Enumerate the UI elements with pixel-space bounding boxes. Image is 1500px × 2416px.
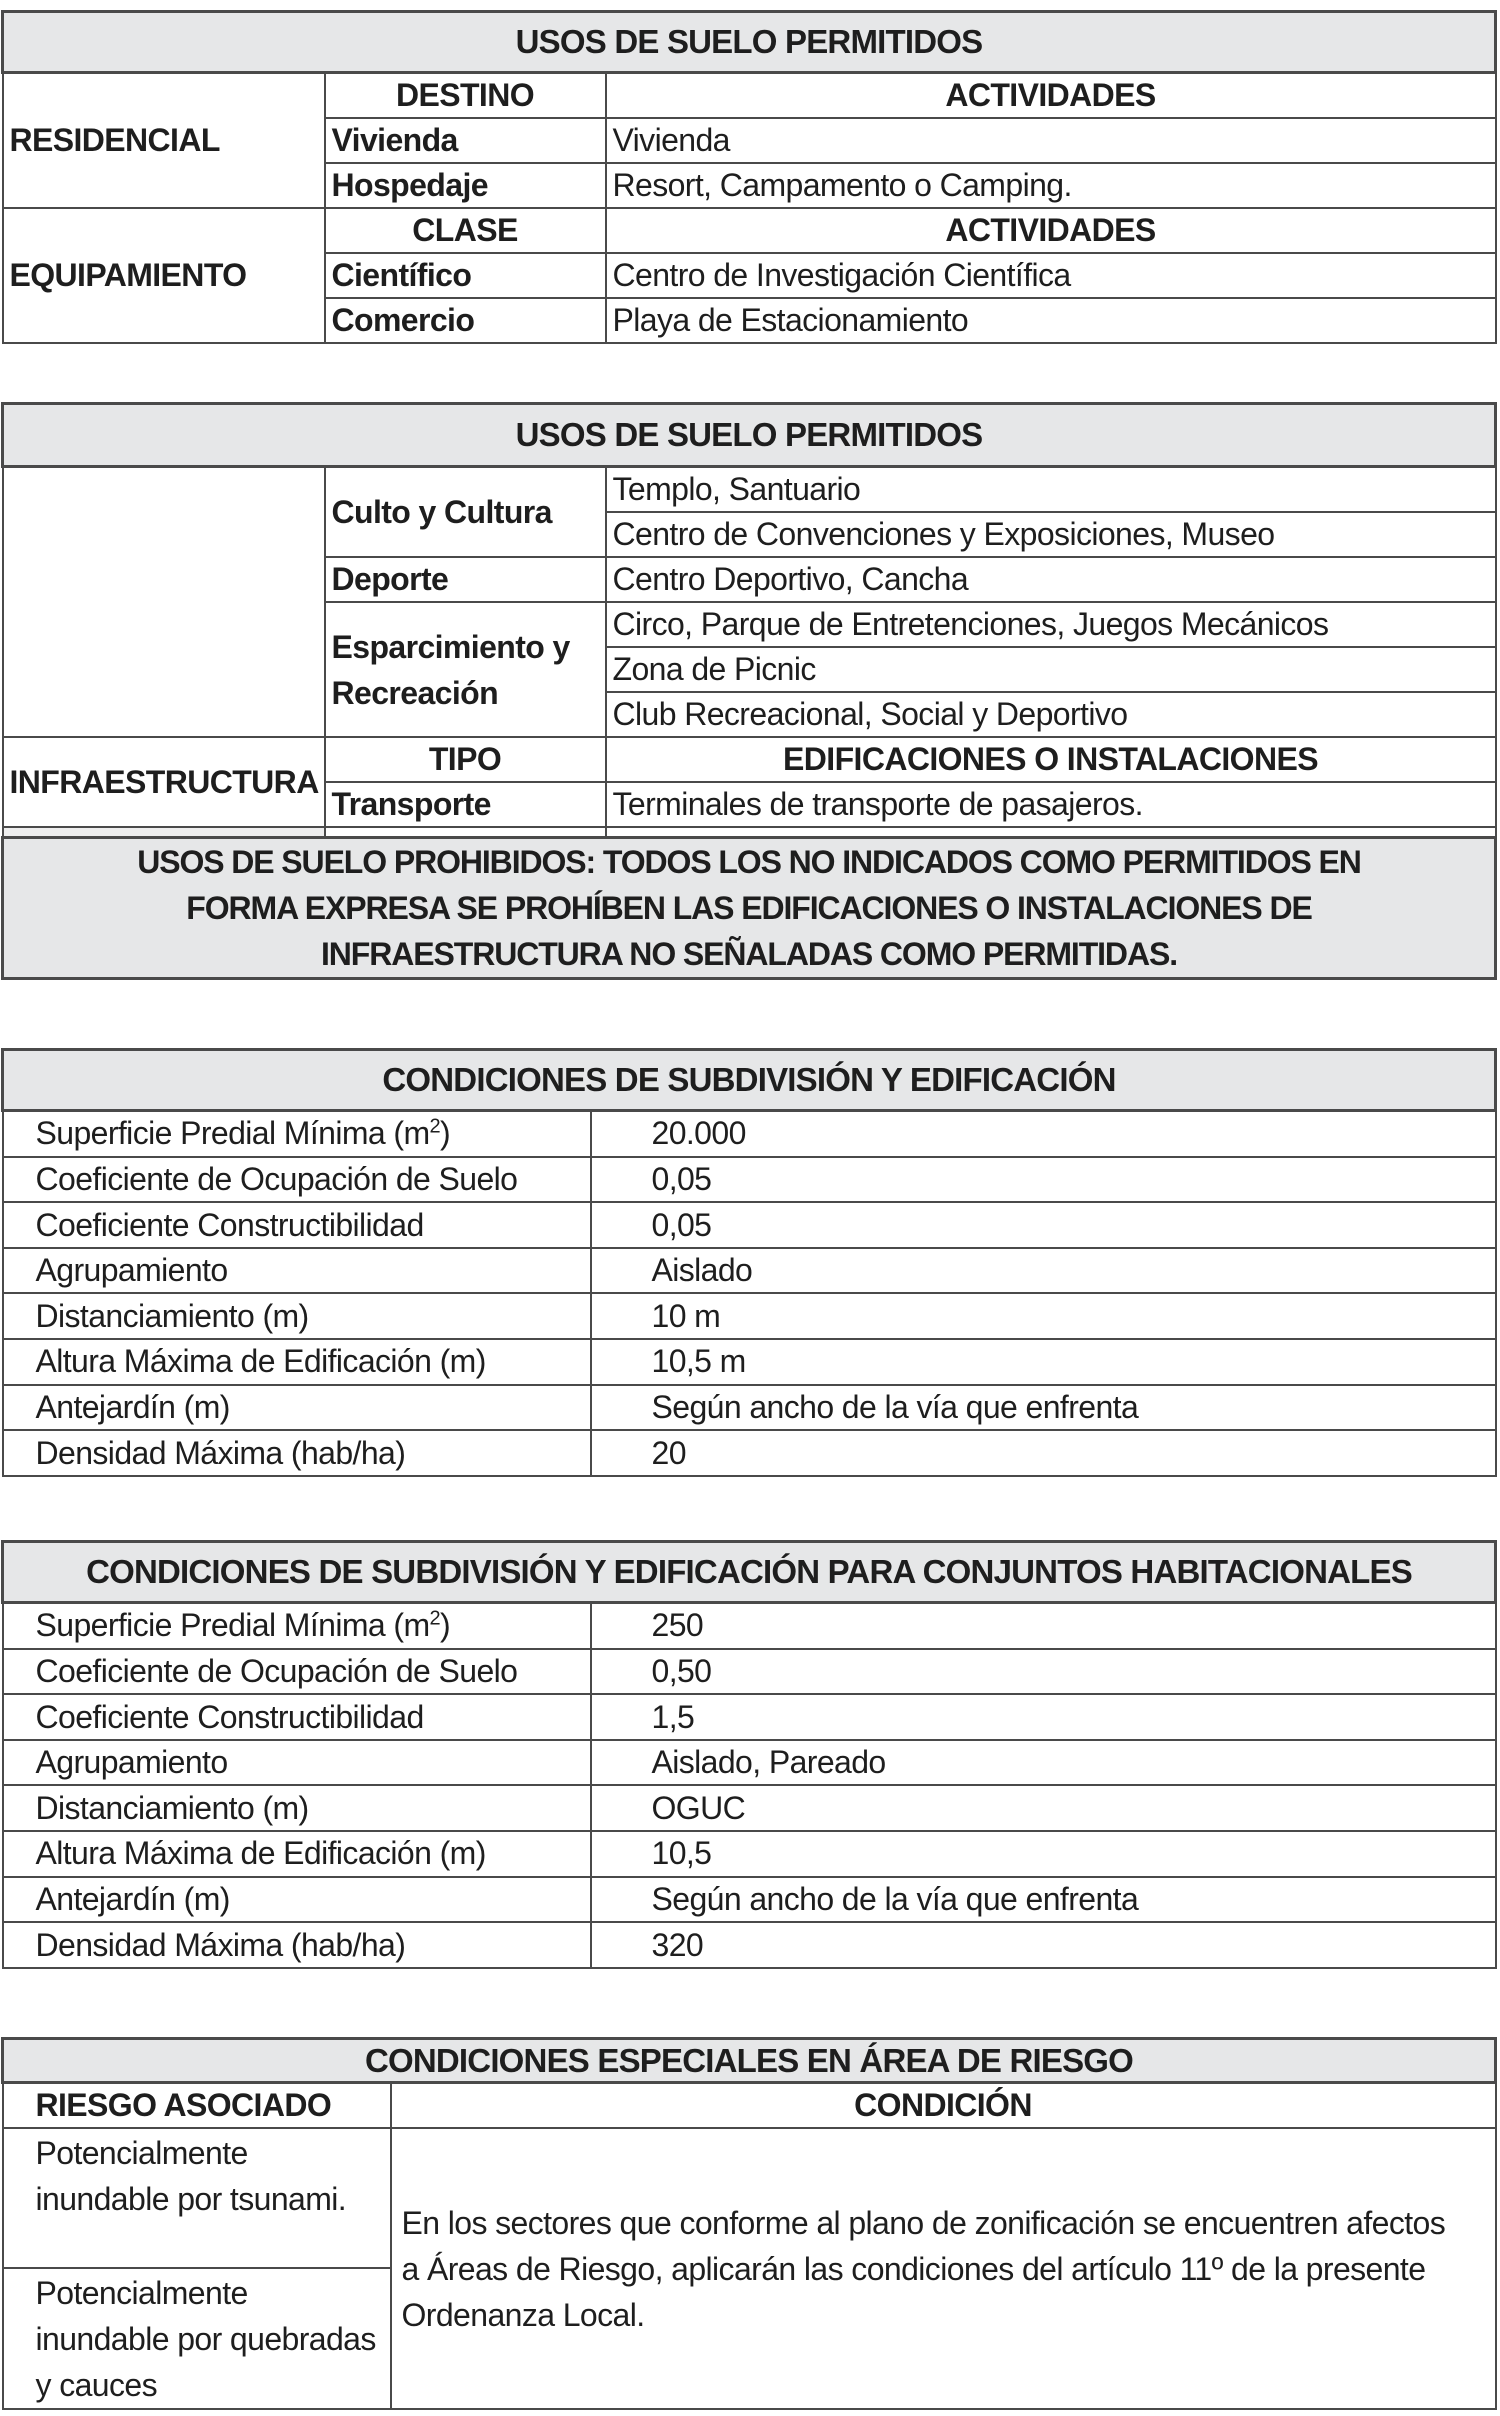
activity-cell: Terminales de transporte de pasajeros.: [606, 782, 1496, 827]
risk-cell: Potencialmente inundable por quebradas y cauces: [3, 2268, 391, 2409]
column-header-edificaciones: EDIFICACIONES O INSTALACIONES: [606, 737, 1496, 782]
type-cell: Comercio: [325, 298, 606, 343]
subdivision-conditions-table: [1, 1048, 1497, 1477]
condition-label: Densidad Máxima (hab/ha): [3, 1922, 591, 1968]
column-header-actividades: ACTIVIDADES: [606, 208, 1496, 253]
type-cell: Vivienda: [325, 118, 606, 163]
activity-cell: Centro de Investigación Científica: [606, 253, 1496, 298]
category-infraestructura: INFRAESTRUCTURA: [3, 737, 325, 827]
condition-label: Antejardín (m): [3, 1385, 591, 1431]
table-row: [3, 1430, 1496, 1476]
class-cell: Culto y Cultura: [325, 467, 606, 558]
table-row: [3, 1157, 1496, 1203]
permitted-uses-table-1: [1, 10, 1497, 344]
table-row: [3, 1202, 1496, 1248]
table-title: CONDICIONES ESPECIALES EN ÁREA DE RIESGO: [3, 2039, 1496, 2083]
condition-value: 1,5: [591, 1694, 1496, 1740]
type-cell: Transporte: [325, 782, 606, 827]
type-cell: Hospedaje: [325, 163, 606, 208]
class-cell: Esparcimiento y Recreación: [325, 602, 606, 737]
category-equipamiento: EQUIPAMIENTO: [3, 208, 325, 343]
condition-value: 20.000: [591, 1111, 1496, 1157]
table-row: [3, 1385, 1496, 1431]
condition-label: Distanciamiento (m): [3, 1785, 591, 1831]
condition-value: 0,05: [591, 1202, 1496, 1248]
condition-label: Altura Máxima de Edificación (m): [3, 1339, 591, 1385]
condition-label: Densidad Máxima (hab/ha): [3, 1430, 591, 1476]
table-row: [3, 1603, 1496, 1649]
activity-cell: Circo, Parque de Entretenciones, Juegos Mecánicos: [606, 602, 1496, 647]
condition-value: 0,50: [591, 1649, 1496, 1695]
table-row: [3, 1293, 1496, 1339]
housing-conditions-table: [1, 1540, 1497, 1969]
condition-label: Distanciamiento (m): [3, 1293, 591, 1339]
activity-cell: Playa de Estacionamiento: [606, 298, 1496, 343]
table-row: [3, 2128, 1496, 2268]
category-residencial: RESIDENCIAL: [3, 73, 325, 209]
condition-label: Coeficiente Constructibilidad: [3, 1202, 591, 1248]
condition-value: Aislado, Pareado: [591, 1740, 1496, 1786]
risk-cell: Potencialmente inundable por tsunami.: [3, 2128, 391, 2268]
risk-conditions-table: [1, 2037, 1497, 2410]
column-header-destino: DESTINO: [325, 73, 606, 119]
permitted-uses-table-2: [1, 402, 1497, 980]
condition-label: Coeficiente de Ocupación de Suelo: [3, 1157, 591, 1203]
activity-cell: Templo, Santuario: [606, 467, 1496, 513]
condition-value: Aislado: [591, 1248, 1496, 1294]
table-row: [3, 1649, 1496, 1695]
table-title: CONDICIONES DE SUBDIVISIÓN Y EDIFICACIÓN: [3, 1050, 1496, 1111]
class-cell: Deporte: [325, 557, 606, 602]
table-row: [3, 1248, 1496, 1294]
column-header-clase: CLASE: [325, 208, 606, 253]
table-row: [3, 1922, 1496, 1968]
condition-label: Altura Máxima de Edificación (m): [3, 1831, 591, 1877]
type-cell: Científico: [325, 253, 606, 298]
condition-value: 20: [591, 1430, 1496, 1476]
condition-value: Según ancho de la vía que enfrenta: [591, 1877, 1496, 1923]
condition-value: Según ancho de la vía que enfrenta: [591, 1385, 1496, 1431]
table-row: [3, 1694, 1496, 1740]
table-title: USOS DE SUELO PERMITIDOS: [3, 12, 1496, 73]
prohibited-uses-notice: USOS DE SUELO PROHIBIDOS: TODOS LOS NO INDICADOS COMO PERMITIDOS EN FORMA EXPRESA SE PROHÍBEN LAS EDIFICACIONES O INSTALACIONES DE INFRAESTRUCTURA NO SEÑALADAS COMO PERMITIDAS.: [3, 838, 1496, 979]
activity-cell: Centro de Convenciones y Exposiciones, Museo: [606, 512, 1496, 557]
activity-cell: Club Recreacional, Social y Deportivo: [606, 692, 1496, 737]
condition-label: Superficie Predial Mínima $(m^2)$: [3, 1111, 591, 1157]
condition-label: Antejardín (m): [3, 1877, 591, 1923]
condition-label: Agrupamiento: [3, 1248, 591, 1294]
condition-label: Coeficiente de Ocupación de Suelo: [3, 1649, 591, 1695]
table-row: [3, 1877, 1496, 1923]
column-header-riesgo: RIESGO ASOCIADO: [3, 2083, 391, 2129]
condition-label: Coeficiente Constructibilidad: [3, 1694, 591, 1740]
condition-value: 0,05: [591, 1157, 1496, 1203]
category-blank-cell: [3, 467, 325, 738]
table-row: [3, 1339, 1496, 1385]
table-row: [3, 1111, 1496, 1157]
condition-value: 10 m: [591, 1293, 1496, 1339]
clipped-row: [3, 827, 1496, 838]
condition-value: 320: [591, 1922, 1496, 1968]
column-header-condicion: CONDICIÓN: [391, 2083, 1496, 2129]
activity-cell: Centro Deportivo, Cancha: [606, 557, 1496, 602]
condition-value: OGUC: [591, 1785, 1496, 1831]
condition-value: 250: [591, 1603, 1496, 1649]
table-title: CONDICIONES DE SUBDIVISIÓN Y EDIFICACIÓN PARA CONJUNTOS HABITACIONALES: [3, 1542, 1496, 1603]
activity-cell: Zona de Picnic: [606, 647, 1496, 692]
table-row: [3, 1785, 1496, 1831]
condition-text: En los sectores que conforme al plano de zonificación se encuentren afectos a Áreas de Riesgo, aplicarán las condiciones del artículo 11º de la presente Ordenanza Local.: [391, 2128, 1496, 2409]
column-header-actividades: ACTIVIDADES: [606, 73, 1496, 119]
condition-value: 10,5: [591, 1831, 1496, 1877]
condition-value: 10,5 m: [591, 1339, 1496, 1385]
condition-label: Superficie Predial Mínima $(m^2)$: [3, 1603, 591, 1649]
table-title: USOS DE SUELO PERMITIDOS: [3, 404, 1496, 467]
activity-cell: Resort, Campamento o Camping.: [606, 163, 1496, 208]
condition-label: Agrupamiento: [3, 1740, 591, 1786]
column-header-tipo: TIPO: [325, 737, 606, 782]
table-row: [3, 1831, 1496, 1877]
activity-cell: Vivienda: [606, 118, 1496, 163]
table-row: [3, 1740, 1496, 1786]
